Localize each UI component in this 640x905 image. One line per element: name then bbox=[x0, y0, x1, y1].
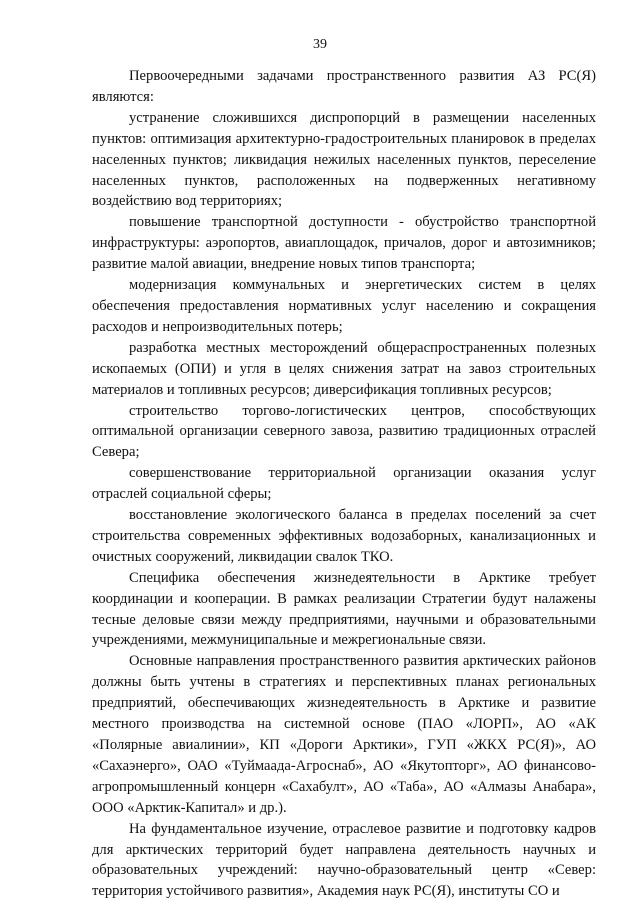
paragraph-intro: Первоочередными задачами пространственного развития АЗ РС(Я) являются: bbox=[92, 68, 596, 105]
paragraph-cooperation: Специфика обеспечения жизнедеятельности в Арктике требует координации и кооперации. В рамках реализации Стратегии будут налажены тесные деловые связи между предприятиями, научными и образовательными учреждениями, межмуниципальные и межрегиональные связи. bbox=[92, 569, 596, 649]
paragraph-research: На фундаментальное изучение, отраслевое развитие и подготовку кадров для арктических территорий будет направлена деятельность научных и образовательных учреждений: научно-образовательный центр «Север: территория устойчивого развития», Академия наук РС(Я), институты СО и bbox=[92, 820, 596, 900]
paragraph-utilities: модернизация коммунальных и энергетических систем в целях обеспечения предоставления нормативных услуг населению и сокращения расходов и непроизводительных потерь; bbox=[92, 277, 596, 335]
paragraph-transport: повышение транспортной доступности - обустройство транспортной инфраструктуры: аэропортов, авиаплощадок, причалов, дорог и автозимников; развитие малой авиации, внедрение новых типов транспорта; bbox=[92, 214, 596, 273]
paragraph-directions: Основные направления пространственного развития арктических районов должны быть учтены в стратегиях и перспективных планах региональных предприятий, обеспечивающих жизнедеятельность в Арктике и развитие местного производства на системной основе (ПАО «ЛОРП», АО «АК «Полярные авиалинии», КП «Дороги Арктики», ГУП «ЖКХ РС(Я)», АО «Сахаэнерго», ОАО «Туймаада-Агроснаб», АО «Якутопторг», АО финансово-агропромышленный концерн «Сахабулт», АО «Таба», АО «Алмазы Анабара», ООО «Арктик-Капитал» и др.). bbox=[92, 653, 596, 816]
paragraph-ecology: восстановление экологического баланса в пределах поселений за счет строительства современных эффективных водозаборных, канализационных и очистных сооружений, ликвидации свалок ТКО. bbox=[92, 507, 596, 565]
paragraph-social: совершенствование территориальной организации оказания услуг отраслей социальной сферы; bbox=[92, 465, 596, 503]
paragraph-minerals: разработка местных месторождений общераспространенных полезных ископаемых (ОПИ) и угля в целях снижения затрат на завоз строительных материалов и топливных ресурсов; диверсификация топливных ресурсов; bbox=[92, 339, 596, 398]
page-number: 39 bbox=[313, 37, 327, 52]
paragraph-logistics: строительство торгово-логистических центров, способствующих оптимальной организации северного завоза, развитию традиционных отраслей Севера; bbox=[92, 402, 596, 461]
paragraph-settlements: устранение сложившихся диспропорций в размещении населенных пунктов: оптимизация архитектурно-градостроительных планировок в пределах населенных пунктов; ликвидация нежилых населенных пунктов, переселение населенных пунктов, расположенных на подверженных негативному воздействию вод территориях; bbox=[92, 109, 596, 210]
document-body bbox=[92, 66, 596, 902]
